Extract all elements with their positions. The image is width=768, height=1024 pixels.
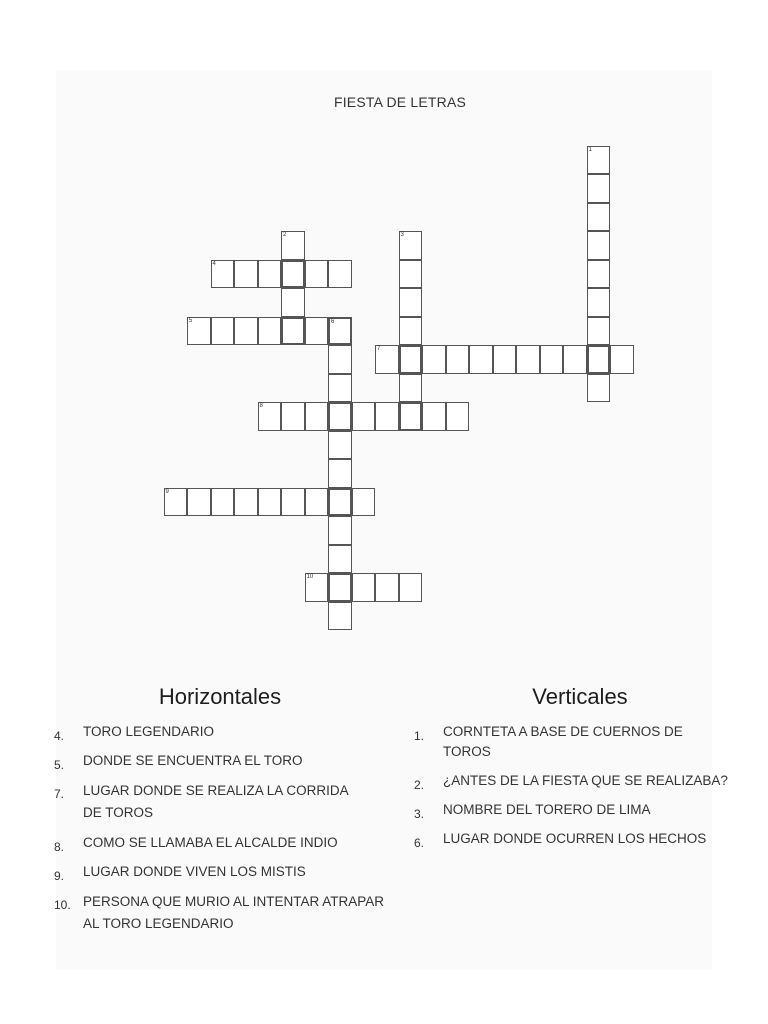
clue-item [54,751,394,771]
crossword-cell [352,488,376,517]
crossword-cell [328,545,352,574]
crossword-cell [610,345,634,374]
crossword-cell [587,203,611,232]
crossword-cell [305,573,329,602]
cell-number: 6 [331,318,335,325]
crossword-cell [305,488,329,517]
crossword-cell [258,488,282,517]
clue-item [54,862,394,882]
crossword-cell [187,317,211,346]
crossword-cell [258,317,282,346]
crossword-cell [328,345,352,374]
crossword-cell [399,573,423,602]
clue-number: 10. [54,898,71,912]
crossword-cell [587,317,611,346]
clue-number: 8. [54,840,65,854]
crossword-cell [328,459,352,488]
crossword-cell [399,374,423,403]
crossword-cell [375,402,399,431]
crossword-cell [328,402,352,431]
clue-number: 4. [54,729,65,743]
clue-text: ¿ANTES DE LA FIESTA QUE SE REALIZABA? [443,773,728,788]
crossword-cell [305,402,329,431]
crossword-cell [375,573,399,602]
crossword-cell [281,288,305,317]
crossword-cell [399,402,423,431]
crossword-cell [164,488,188,517]
clue-item [54,891,394,935]
clue-item [414,829,734,849]
cell-number: 10 [306,574,314,580]
crossword-cell [469,345,493,374]
crossword-cell [234,488,258,517]
crossword-cell [587,231,611,260]
clue-number: 3. [414,807,425,821]
cell-number: 9 [165,488,169,495]
cell-number: 1 [588,146,592,153]
clue-text: LUGAR DONDE OCURREN LOS HECHOS [443,831,707,846]
cell-number: 5 [189,317,193,324]
crossword-cell [328,573,352,602]
crossword-cell [587,345,611,374]
clue-text: COMO SE LLAMABA EL ALCALDE INDIO [83,835,338,850]
clue-item [414,800,734,820]
crossword-cell [281,488,305,517]
crossword-cell [563,345,587,374]
crossword-cell [587,260,611,289]
clue-number: 5. [54,758,65,772]
crossword-cell [422,402,446,431]
crossword-cell [281,402,305,431]
clue-number: 6. [414,836,425,850]
vertical-heading: Verticales [532,684,628,709]
crossword-cell [211,260,235,289]
clue-number: 2. [414,778,425,792]
crossword-cell [587,174,611,203]
crossword-cell [211,488,235,517]
clue-item [54,833,394,853]
crossword-cell [587,288,611,317]
clue-text: TORO LEGENDARIO [83,724,215,739]
crossword-cell [234,260,258,289]
crossword-cell [328,431,352,460]
crossword-cell [446,345,470,374]
clue-item [414,722,734,762]
crossword-cell [281,231,305,260]
clue-text: DONDE SE ENCUENTRA EL TORO [83,753,303,768]
crossword-cell [587,146,611,175]
cell-number: 4 [212,260,216,267]
crossword-cell [352,573,376,602]
crossword-cell [540,345,564,374]
crossword-cell [258,260,282,289]
crossword-cell [587,374,611,403]
crossword-cell [399,260,423,289]
crossword-cell [516,345,540,374]
clue-text: LUGAR DONDE SE REALIZA LA CORRIDA DE TOROS [83,783,348,820]
crossword-cell [281,260,305,289]
clue-text: NOMBRE DEL TORERO DE LIMA [443,802,651,817]
clue-number: 7. [54,787,65,801]
clue-number: 1. [414,729,425,743]
crossword-cell [305,317,329,346]
horizontal-clue-list [54,722,394,944]
cell-number: 7 [377,346,381,352]
crossword-cell [258,402,282,431]
crossword-cell [399,231,423,260]
crossword-cell [328,516,352,545]
crossword-cell [328,488,352,517]
cell-number: 2 [283,232,287,238]
cell-number: 3 [400,232,404,238]
crossword-cell [187,488,211,517]
crossword-cell [422,345,446,374]
crossword-cell [399,317,423,346]
crossword-cell [305,260,329,289]
crossword-cell [211,317,235,346]
cell-number: 8 [259,403,263,409]
vertical-clue-list [414,722,734,858]
crossword-cell [328,374,352,403]
crossword-cell [446,402,470,431]
crossword-cell [281,317,305,346]
clue-number: 9. [54,869,65,883]
crossword-cell [328,602,352,631]
horizontal-heading: Horizontales [158,684,282,709]
clue-text: LUGAR DONDE VIVEN LOS MISTIS [83,864,306,879]
crossword-cell [399,288,423,317]
page-title: FIESTA DE LETRAS [333,94,467,110]
crossword-cell [328,260,352,289]
crossword-cell [234,317,258,346]
crossword-cell [399,345,423,374]
crossword-cell [493,345,517,374]
clue-item [54,722,394,742]
clue-item [414,771,734,791]
crossword-cell [352,402,376,431]
clue-text: CORNTETA A BASE DE CUERNOS DE TOROS [443,724,683,759]
crossword-cell [328,317,352,346]
clue-text: PERSONA QUE MURIO AL INTENTAR ATRAPAR AL TORO LEGENDARIO [83,894,385,931]
clue-item [54,780,394,824]
crossword-cell [375,345,399,374]
